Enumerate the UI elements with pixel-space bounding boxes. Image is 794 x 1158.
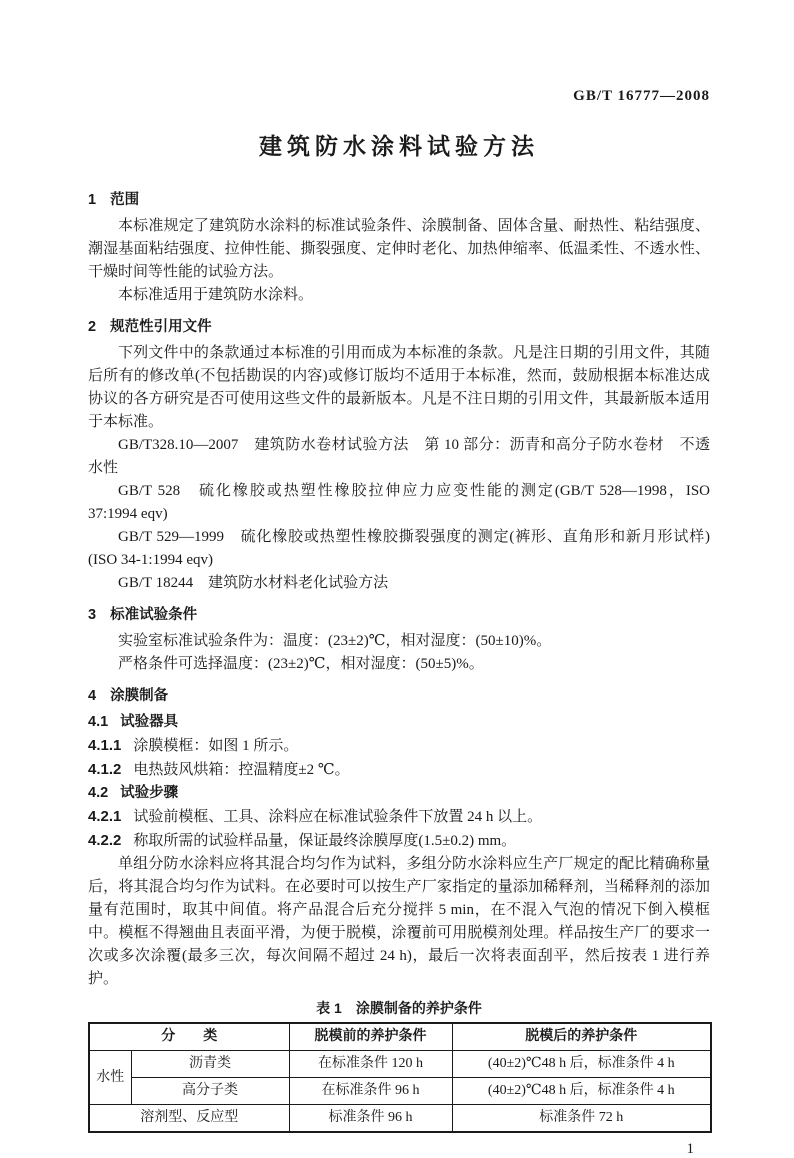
column-header-classification: 分 类 [89, 1023, 289, 1051]
section-4-paragraph-1: 单组分防水涂料应将其混合均匀作为试料，多组分防水涂料应生产厂规定的配比精确称量后，将其混合均匀作为试料。在必要时可以按生产厂家指定的量添加稀释剂，当稀释剂的添加量有范围时，取其中间值。将产品混合后充分搅拌 5 min，在不混入气泡的情况下倒入模框中。模框不得翘曲且表面平滑，为便于脱模，涂覆前可用脱模剂处理。样品按生产厂的要求一次或多次涂覆(最多三次，每次间隔不超过 24 h)，最后一次将表面刮平，然后按表 1 进行养护。 [88, 856, 710, 987]
standard-code: GB/T 16777—2008 [573, 88, 710, 104]
clause-4-1-2 [88, 758, 710, 782]
reference-item: GB/T 528 硫化橡胶或热塑性橡胶拉伸应力应变性能的测定(GB/T 528—1998，ISO 37:1994 eqv) [88, 483, 710, 522]
clause-4-2-1-number: 4.2.1 [88, 808, 122, 825]
cell-solvent-reactive-type: 溶剂型、反应型 [89, 1105, 289, 1133]
section-1-title: 范围 [110, 192, 140, 208]
section-4-2-number: 4.2 [88, 785, 109, 801]
clause-4-2-2-number: 4.2.2 [88, 832, 122, 849]
section-2-title: 规范性引用文件 [110, 319, 212, 335]
section-1-paragraph-2: 本标准适用于建筑防水涂料。 [118, 287, 314, 303]
section-2-heading [88, 317, 710, 337]
reference-item: GB/T 529—1999 硫化橡胶或热塑性橡胶撕裂强度的测定(裤形、直角形和新月形试样)(ISO 34-1:1994 eqv) [88, 529, 710, 568]
section-4-1-title: 试验器具 [120, 714, 179, 730]
table-header-row [89, 1023, 711, 1051]
section-3-number: 3 [88, 607, 97, 623]
section-4-2-heading [88, 782, 710, 805]
document-title: 建筑防水涂料试验方法 [259, 133, 539, 159]
clause-4-2-1-text: 试验前模框、工具、涂料应在标准试验条件下放置 24 h 以上。 [133, 809, 543, 825]
cell-solvent-after: 标准条件 72 h [452, 1105, 711, 1133]
cell-polymer-after: (40±2)℃48 h 后，标准条件 4 h [452, 1078, 711, 1105]
section-3-paragraph-2: 严格条件可选择温度：(23±2)℃，相对湿度：(50±5)%。 [118, 656, 484, 672]
section-1-paragraph-1: 本标准规定了建筑防水涂料的标准试验条件、涂膜制备、固体含量、耐热性、粘结强度、潮湿基面粘结强度、拉伸性能、撕裂强度、定伸时老化、加热伸缩率、低温柔性、不透水性、干燥时间等性能的试验方法。 [88, 218, 710, 280]
table-row [89, 1105, 711, 1133]
cell-polymer-before: 在标准条件 96 h [289, 1078, 452, 1105]
clause-4-1-2-number: 4.1.2 [88, 761, 122, 778]
table-1-title: 表 1 涂膜制备的养护条件 [316, 1000, 482, 1016]
section-4-1-heading [88, 711, 710, 734]
section-2-paragraph-1: 下列文件中的条款通过本标准的引用而成为本标准的条款。凡是注日期的引用文件，其随后所有的修改单(不包括勘误的内容)或修订版均不适用于本标准，然而，鼓励根据本标准达成协议的各方研究是否可使用这些文件的最新版本。凡是不注日期的引用文件，其最新版本适用于本标准。 [88, 345, 710, 430]
clause-4-1-2-text: 电热鼓风烘箱：控温精度±2 ℃。 [133, 762, 350, 778]
cell-asphalt-after: (40±2)℃48 h 后，标准条件 4 h [452, 1051, 711, 1078]
table-row [89, 1051, 711, 1078]
clause-4-2-2-text: 称取所需的试验样品量，保证最终涂膜厚度(1.5±0.2) mm。 [133, 833, 517, 849]
clause-4-1-1-text: 涂膜模框：如图 1 所示。 [133, 738, 299, 754]
section-4-heading [88, 686, 710, 706]
section-1-number: 1 [88, 192, 97, 208]
clause-4-1-1 [88, 734, 710, 758]
cell-asphalt-type: 沥青类 [131, 1051, 289, 1078]
section-3-paragraph-1: 实验室标准试验条件为：温度：(23±2)℃，相对湿度：(50±10)%。 [118, 633, 552, 649]
cell-polymer-type: 高分子类 [131, 1078, 289, 1105]
clause-4-2-2 [88, 829, 710, 853]
section-4-1-number: 4.1 [88, 714, 109, 730]
reference-item: GB/T328.10—2007 建筑防水卷材试验方法 第 10 部分：沥青和高分子防水卷材 不透水性 [88, 437, 710, 476]
section-3-heading [88, 605, 710, 625]
cell-asphalt-before: 在标准条件 120 h [289, 1051, 452, 1078]
section-4-title: 涂膜制备 [110, 688, 169, 704]
section-4-2-title: 试验步骤 [120, 785, 179, 801]
cell-water-based-group: 水性 [89, 1051, 131, 1105]
column-header-before-demold: 脱模前的养护条件 [289, 1023, 452, 1051]
section-3-title: 标准试验条件 [110, 607, 198, 623]
column-header-after-demold: 脱模后的养护条件 [452, 1023, 711, 1051]
clause-4-2-1 [88, 805, 710, 829]
table-row [89, 1078, 711, 1105]
reference-item: GB/T 18244 建筑防水材料老化试验方法 [118, 575, 389, 591]
section-4-number: 4 [88, 688, 97, 704]
cure-conditions-table [88, 1022, 712, 1133]
cell-solvent-before: 标准条件 96 h [289, 1105, 452, 1133]
section-2-number: 2 [88, 319, 97, 335]
section-1-heading [88, 190, 710, 210]
clause-4-1-1-number: 4.1.1 [88, 737, 122, 754]
page-number: 1 [686, 1141, 694, 1157]
